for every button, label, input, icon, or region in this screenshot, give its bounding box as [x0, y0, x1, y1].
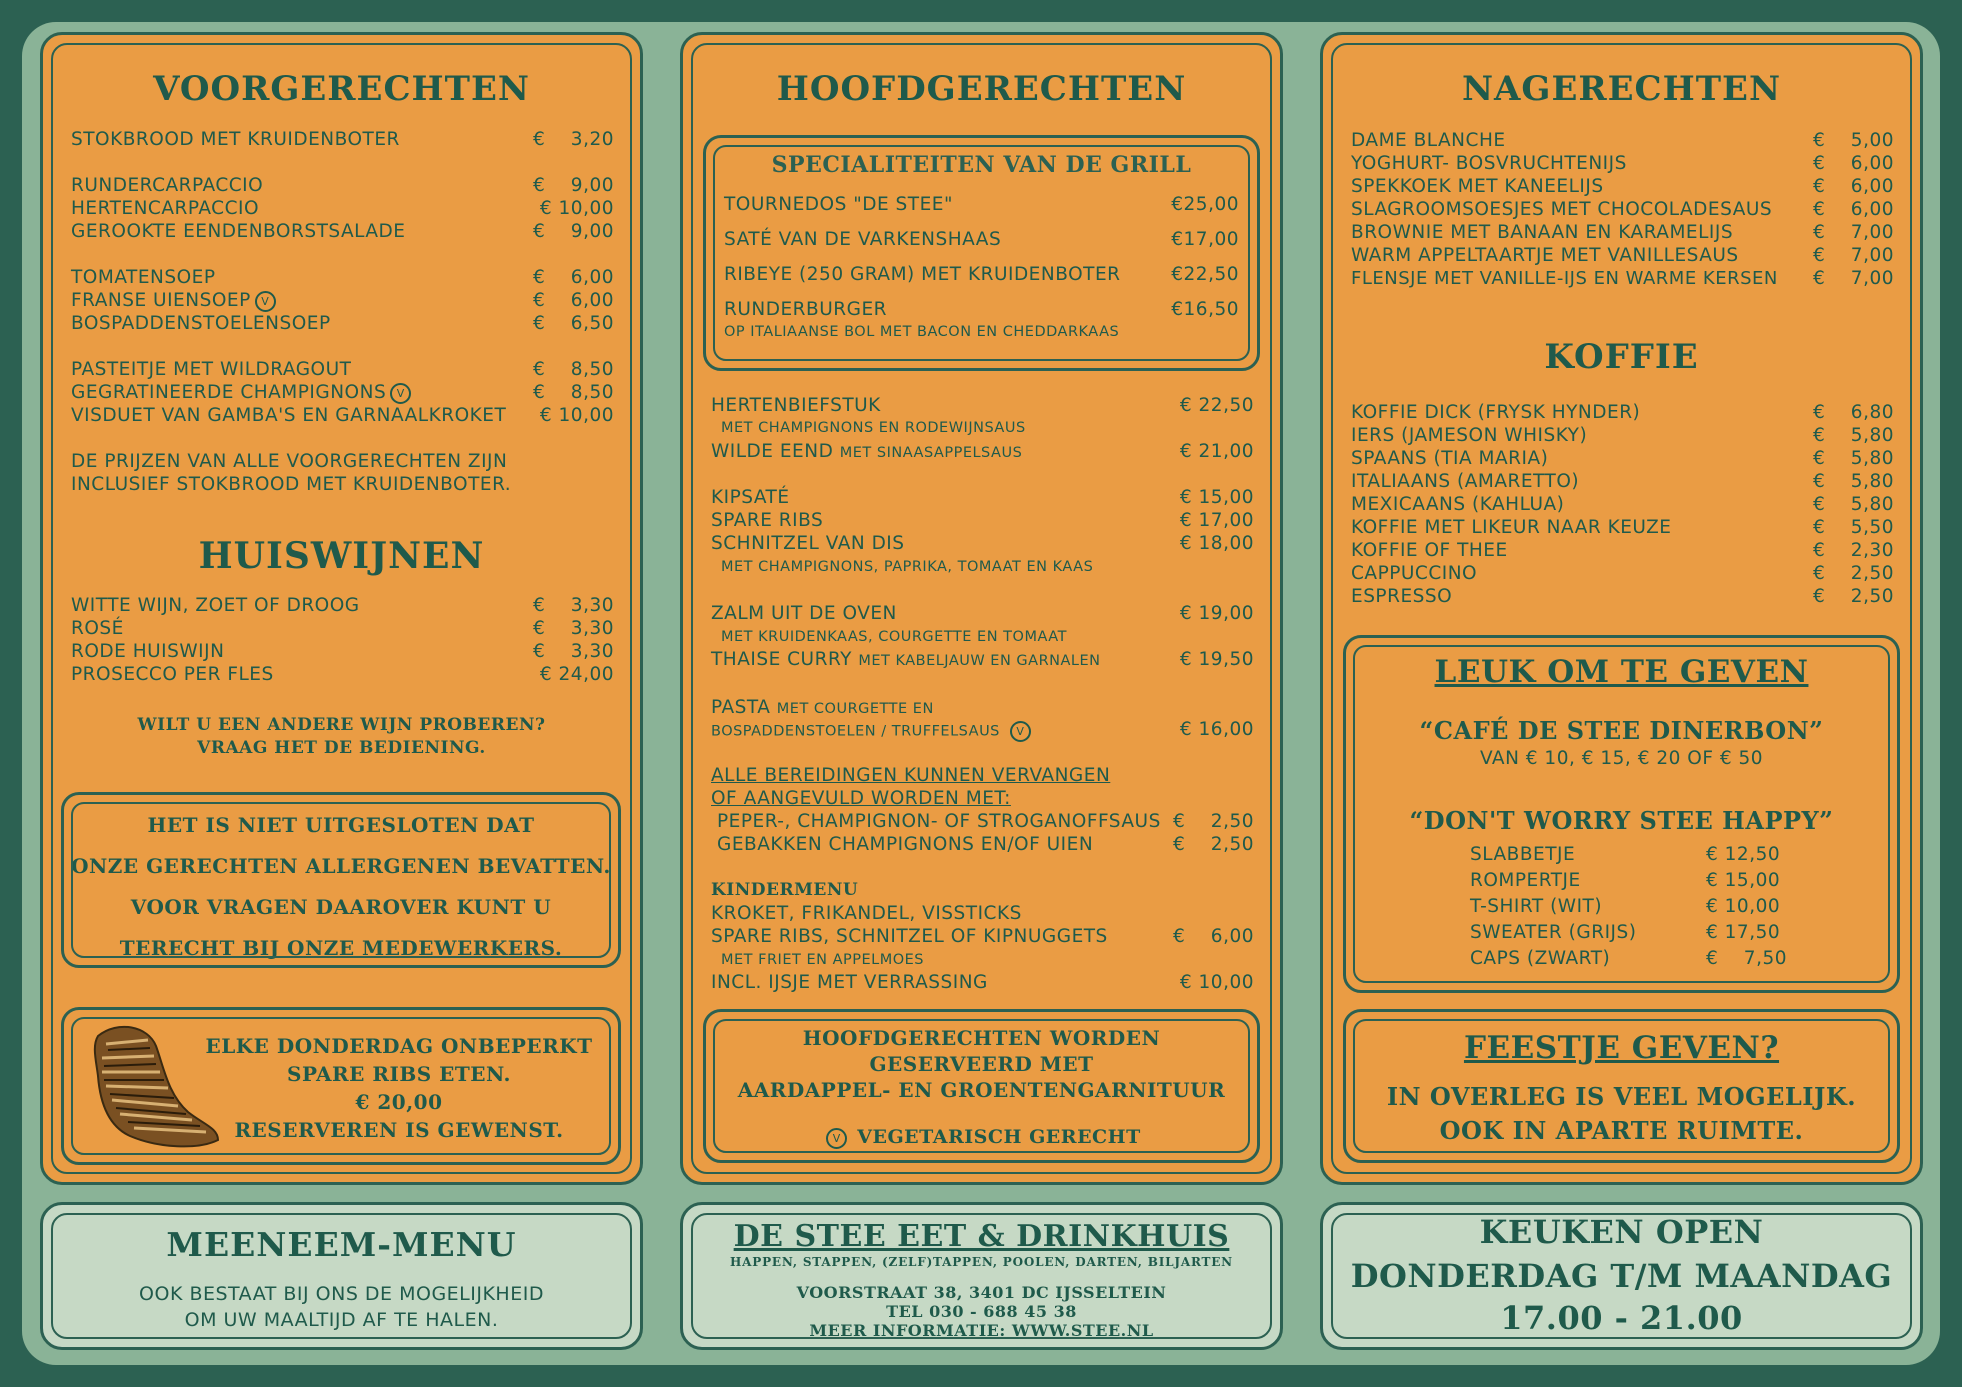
wijn-item-price: € 3,30 [533, 618, 614, 639]
dessert-name: BROWNIE MET BANAAN EN KARAMELIJS [1351, 222, 1734, 243]
served-line: GESERVEERD MET [869, 1052, 1094, 1076]
main-item-price: € 17,00 [1179, 510, 1254, 531]
spareribs-line: ELKE DONDERDAG ONBEPERKT [205, 1034, 593, 1058]
main-item-sub: MET KRUIDENKAAS, COURGETTE EN TOMAAT [721, 629, 1067, 645]
koffie-name: MEXICAANS (KAHLUA) [1351, 494, 1565, 515]
main-item-sub: MET CHAMPIGNONS, PAPRIKA, TOMAAT EN KAAS [721, 559, 1094, 575]
voor-item-name [71, 290, 276, 312]
gift-item-name: SLABBETJE [1470, 844, 1576, 865]
koffie-name: KOFFIE MET LIKEUR NAAR KEUZE [1351, 517, 1672, 538]
grill-item-price: €17,00 [1171, 229, 1239, 250]
kindermenu-title: KINDERMENU [711, 880, 859, 900]
koffie-price: € 5,80 [1813, 425, 1894, 446]
dessert-name: FLENSJE MET VANILLE-IJS EN WARME KERSEN [1351, 268, 1778, 289]
dessert-name: YOGHURT- BOSVRUCHTENIJS [1351, 153, 1627, 174]
main-item-price: € 15,00 [1179, 487, 1254, 508]
main-item-price: € 19,50 [1179, 649, 1254, 670]
voor-item-name: HERTENCARPACCIO [71, 198, 260, 219]
veg-legend-label: VEGETARISCH GERECHT [857, 1126, 1141, 1148]
voor-note: DE PRIJZEN VAN ALLE VOORGERECHTEN ZIJN [71, 451, 508, 472]
feestje-title: FEESTJE GEVEN? [1463, 1030, 1780, 1066]
koffie-name: ITALIAANS (AMARETTO) [1351, 471, 1580, 492]
nagerechten-title: NAGERECHTEN [1461, 69, 1782, 109]
voor-item-name: PASTEITJE MET WILDRAGOUT [71, 359, 352, 380]
dessert-price: € 7,00 [1813, 268, 1894, 289]
stee-phone: TEL 030 - 688 45 38 [886, 1302, 1077, 1321]
voor-item-name: TOMATENSOEP [71, 267, 216, 288]
koffie-name: KOFFIE OF THEE [1351, 540, 1508, 561]
grill-item-price: €25,00 [1171, 194, 1239, 215]
gift-item-price: € 12,50 [1706, 844, 1781, 865]
voor-item-price: € 8,50 [533, 382, 614, 403]
keuken-days: DONDERDAG T/M MAANDAG [1350, 1257, 1893, 1295]
gift-item-name: SWEATER (GRIJS) [1470, 922, 1637, 943]
veg-legend [706, 1126, 1257, 1149]
voor-item-price: € 10,00 [539, 405, 614, 426]
meeneem-line: OOK BESTAAT BIJ ONS DE MOGELIJKHEID [139, 1283, 544, 1305]
meeneem-title: MEENEEM-MENU [166, 1225, 517, 1264]
main-item-label: WILDE EEND [711, 441, 834, 462]
served-line: AARDAPPEL- EN GROENTENGARNITUUR [737, 1078, 1226, 1102]
main-item-price: € 16,00 [1179, 719, 1254, 740]
voor-item-price: € 9,00 [533, 221, 614, 242]
served-box [703, 1009, 1260, 1163]
stee-address: VOORSTRAAT 38, 3401 DC IJSSELTEIN [796, 1283, 1167, 1302]
wijn-item-name: PROSECCO PER FLES [71, 664, 274, 685]
kinder-item: KROKET, FRIKANDEL, VISSTICKS [711, 903, 1022, 924]
main-item-price: € 22,50 [1179, 395, 1254, 416]
koffie-price: € 5,80 [1813, 494, 1894, 515]
voor-item-name: STOKBROOD MET KRUIDENBOTER [71, 129, 400, 150]
dessert-name: SPEKKOEK MET KANEELIJS [1351, 176, 1604, 197]
wijn-item-name: WITTE WIJN, ZOET OF DROOG [71, 595, 360, 616]
spareribs-line: SPARE RIBS ETEN. [287, 1062, 511, 1086]
allergen-line: HET IS NIET UITGESLOTEN DAT [147, 813, 535, 837]
koffie-name: ESPRESSO [1351, 586, 1453, 607]
huiswijnen-title: HUISWIJNEN [198, 535, 485, 577]
vegetarian-icon: V [255, 291, 276, 312]
happy-title: “DON'T WORRY STEE HAPPY” [1409, 806, 1834, 835]
main-item-sub: MET SINAASAPPELSAUS [839, 445, 1023, 461]
gift-item-name: CAPS (ZWART) [1470, 948, 1611, 969]
kinder-price: € 10,00 [1179, 972, 1254, 993]
spareribs-box [61, 1007, 621, 1165]
middle-panel [680, 32, 1283, 1185]
feestje-line: IN OVERLEG IS VEEL MOGELIJK. [1386, 1082, 1857, 1111]
koffie-price: € 6,80 [1813, 402, 1894, 423]
main-item-sub: MET COURGETTE EN [776, 701, 934, 717]
gift-item-price: € 15,00 [1706, 870, 1781, 891]
meeneem-line: OM UW MAALTIJD AF TE HALEN. [184, 1309, 499, 1331]
wijn-item-name: ROSÉ [71, 618, 124, 639]
main-item-price: € 2,50 [1173, 811, 1254, 832]
hoofdgerechten-title: HOOFDGERECHTEN [776, 69, 1187, 109]
kinder-item: INCL. IJSJE MET VERRASSING [711, 972, 988, 993]
voor-item-price: € 9,00 [533, 175, 614, 196]
feestje-box [1343, 1009, 1900, 1163]
voor-item-label: GEGRATINEERDE CHAMPIGNONS [71, 382, 387, 403]
dinerbon-title: “CAFÉ DE STEE DINERBON” [1419, 716, 1824, 745]
voor-item-price: € 6,50 [533, 313, 614, 334]
koffie-title: KOFFIE [1544, 337, 1699, 377]
grill-item-price: €22,50 [1171, 264, 1239, 285]
dessert-name: WARM APPELTAARTJE MET VANILLESAUS [1351, 245, 1739, 266]
voorgerechten-title: VOORGERECHTEN [153, 69, 530, 109]
allergen-box [61, 792, 621, 968]
koffie-price: € 2,50 [1813, 563, 1894, 584]
main-item-name [711, 649, 1101, 670]
grill-item-price: €16,50 [1171, 299, 1239, 320]
vegetarian-icon: V [826, 1128, 847, 1149]
right-panel [1320, 32, 1923, 1185]
dessert-price: € 6,00 [1813, 153, 1894, 174]
gift-box [1343, 635, 1900, 993]
grill-item-name: SATÉ VAN DE VARKENSHAAS [724, 229, 1002, 250]
voor-item-price: € 10,00 [539, 198, 614, 219]
main-item-sub: MET KABELJAUW EN GARNALEN [858, 653, 1101, 669]
kinder-item: SPARE RIBS, SCHNITZEL OF KIPNUGGETS [711, 926, 1108, 947]
main-item-label: THAISE CURRY [711, 649, 852, 670]
stee-title: DE STEE EET & DRINKHUIS [733, 1219, 1230, 1254]
main-item-sub-text: BOSPADDENSTOELEN / TRUFFELSAUS [711, 723, 1000, 740]
spareribs-price: € 20,00 [355, 1090, 443, 1114]
main-item-price: € 18,00 [1179, 533, 1254, 554]
vervang-note: ALLE BEREIDINGEN KUNNEN VERVANGEN [711, 765, 1111, 786]
main-item-name: PEPER-, CHAMPIGNON- OF STROGANOFFSAUS [717, 811, 1161, 832]
wijn-note: VRAAG HET DE BEDIENING. [197, 738, 486, 758]
gift-item-price: € 17,50 [1706, 922, 1781, 943]
koffie-name: KOFFIE DICK (FRYSK HYNDER) [1351, 402, 1641, 423]
koffie-price: € 2,30 [1813, 540, 1894, 561]
koffie-name: SPAANS (TIA MARIA) [1351, 448, 1549, 469]
grill-item-sub: OP ITALIAANSE BOL MET BACON EN CHEDDARKAAS [724, 324, 1120, 340]
dessert-price: € 6,00 [1813, 199, 1894, 220]
grill-item-name: TOURNEDOS "DE STEE" [724, 194, 953, 215]
stee-info-link[interactable]: MEER INFORMATIE: WWW.STEE.NL [809, 1321, 1154, 1340]
voor-item-price: € 8,50 [533, 359, 614, 380]
voor-item-name: GEROOKTE EENDENBORSTSALADE [71, 221, 406, 242]
main-item-label: PASTA [711, 697, 771, 718]
dessert-price: € 7,00 [1813, 222, 1894, 243]
main-item-name: KIPSATÉ [711, 487, 790, 508]
feestje-line: OOK IN APARTE RUIMTE. [1439, 1116, 1804, 1145]
main-item-name: SPARE RIBS [711, 510, 824, 531]
left-panel [40, 32, 643, 1185]
main-item-price: € 19,00 [1179, 603, 1254, 624]
allergen-line: ONZE GERECHTEN ALLERGENEN BEVATTEN. [71, 854, 611, 878]
voor-item-name [71, 382, 411, 404]
allergen-line: TERECHT BIJ ONZE MEDEWERKERS. [119, 936, 563, 960]
wijn-item-price: € 24,00 [539, 664, 614, 685]
koffie-name: CAPPUCCINO [1351, 563, 1478, 584]
dessert-price: € 5,00 [1813, 130, 1894, 151]
voor-item-price: € 3,20 [533, 129, 614, 150]
voor-item-name: BOSPADDENSTOELENSOEP [71, 313, 331, 334]
gift-title: LEUK OM TE GEVEN [1434, 654, 1809, 690]
main-item-name: GEBAKKEN CHAMPIGNONS EN/OF UIEN [717, 834, 1094, 855]
dessert-name: DAME BLANCHE [1351, 130, 1506, 151]
grill-title: SPECIALITEITEN VAN DE GRILL [771, 152, 1192, 178]
stee-tagline: HAPPEN, STAPPEN, (ZELF)TAPPEN, POOLEN, DARTEN, BILJARTEN [730, 1255, 1233, 1269]
koffie-name: IERS (JAMESON WHISKY) [1351, 425, 1588, 446]
main-item-name: ZALM UIT DE OVEN [711, 603, 897, 624]
gift-item-name: T-SHIRT (WIT) [1470, 896, 1603, 917]
koffie-price: € 5,80 [1813, 448, 1894, 469]
main-item-name [711, 697, 934, 718]
voor-item-label: FRANSE UIENSOEP [71, 290, 251, 311]
keuken-line: KEUKEN OPEN [1479, 1213, 1764, 1251]
served-line: HOOFDGERECHTEN WORDEN [802, 1026, 1161, 1050]
main-item-sub [711, 721, 1031, 742]
koffie-price: € 5,80 [1813, 471, 1894, 492]
voor-item-price: € 6,00 [533, 267, 614, 288]
meeneem-panel [40, 1202, 643, 1350]
kinder-sub: MET FRIET EN APPELMOES [721, 952, 925, 968]
keuken-hours: 17.00 - 21.00 [1500, 1299, 1743, 1337]
vegetarian-icon: V [1010, 721, 1031, 742]
gift-item-price: € 10,00 [1706, 896, 1781, 917]
keuken-panel [1320, 1202, 1923, 1350]
grill-box [703, 135, 1260, 371]
main-item-name: SCHNITZEL VAN DIS [711, 533, 905, 554]
dinerbon-sub: VAN € 10, € 15, € 20 OF € 50 [1479, 748, 1764, 769]
dessert-price: € 6,00 [1813, 176, 1894, 197]
voor-note: INCLUSIEF STOKBROOD MET KRUIDENBOTER. [71, 474, 512, 495]
main-item-price: € 2,50 [1173, 834, 1254, 855]
wijn-item-name: RODE HUISWIJN [71, 641, 225, 662]
dessert-price: € 7,00 [1813, 245, 1894, 266]
spareribs-line: RESERVEREN IS GEWENST. [234, 1118, 564, 1142]
voor-item-price: € 6,00 [533, 290, 614, 311]
koffie-price: € 2,50 [1813, 586, 1894, 607]
main-item-name: HERTENBIEFSTUK [711, 395, 881, 416]
gift-item-price: € 7,50 [1706, 948, 1787, 969]
dessert-name: SLAGROOMSOESJES MET CHOCOLADESAUS [1351, 199, 1773, 220]
wijn-item-price: € 3,30 [533, 595, 614, 616]
main-item-sub: MET CHAMPIGNONS EN RODEWIJNSAUS [721, 420, 1026, 436]
wijn-note: WILT U EEN ANDERE WIJN PROBEREN? [137, 715, 546, 735]
vegetarian-icon: V [390, 383, 411, 404]
allergen-line: VOOR VRAGEN DAAROVER KUNT U [130, 895, 552, 919]
voor-item-name: VISDUET VAN GAMBA'S EN GARNAALKROKET [71, 405, 507, 426]
koffie-price: € 5,50 [1813, 517, 1894, 538]
main-item-name [711, 441, 1022, 462]
stee-panel [680, 1202, 1283, 1350]
wijn-item-price: € 3,30 [533, 641, 614, 662]
grill-item-name: RUNDERBURGER [724, 299, 887, 320]
grill-item-name: RIBEYE (250 GRAM) MET KRUIDENBOTER [724, 264, 1121, 285]
gift-item-name: ROMPERTJE [1470, 870, 1581, 891]
main-item-price: € 21,00 [1179, 441, 1254, 462]
vervang-note: OF AANGEVULD WORDEN MET: [711, 788, 1011, 809]
kinder-price: € 6,00 [1173, 926, 1254, 947]
voor-item-name: RUNDERCARPACCIO [71, 175, 264, 196]
